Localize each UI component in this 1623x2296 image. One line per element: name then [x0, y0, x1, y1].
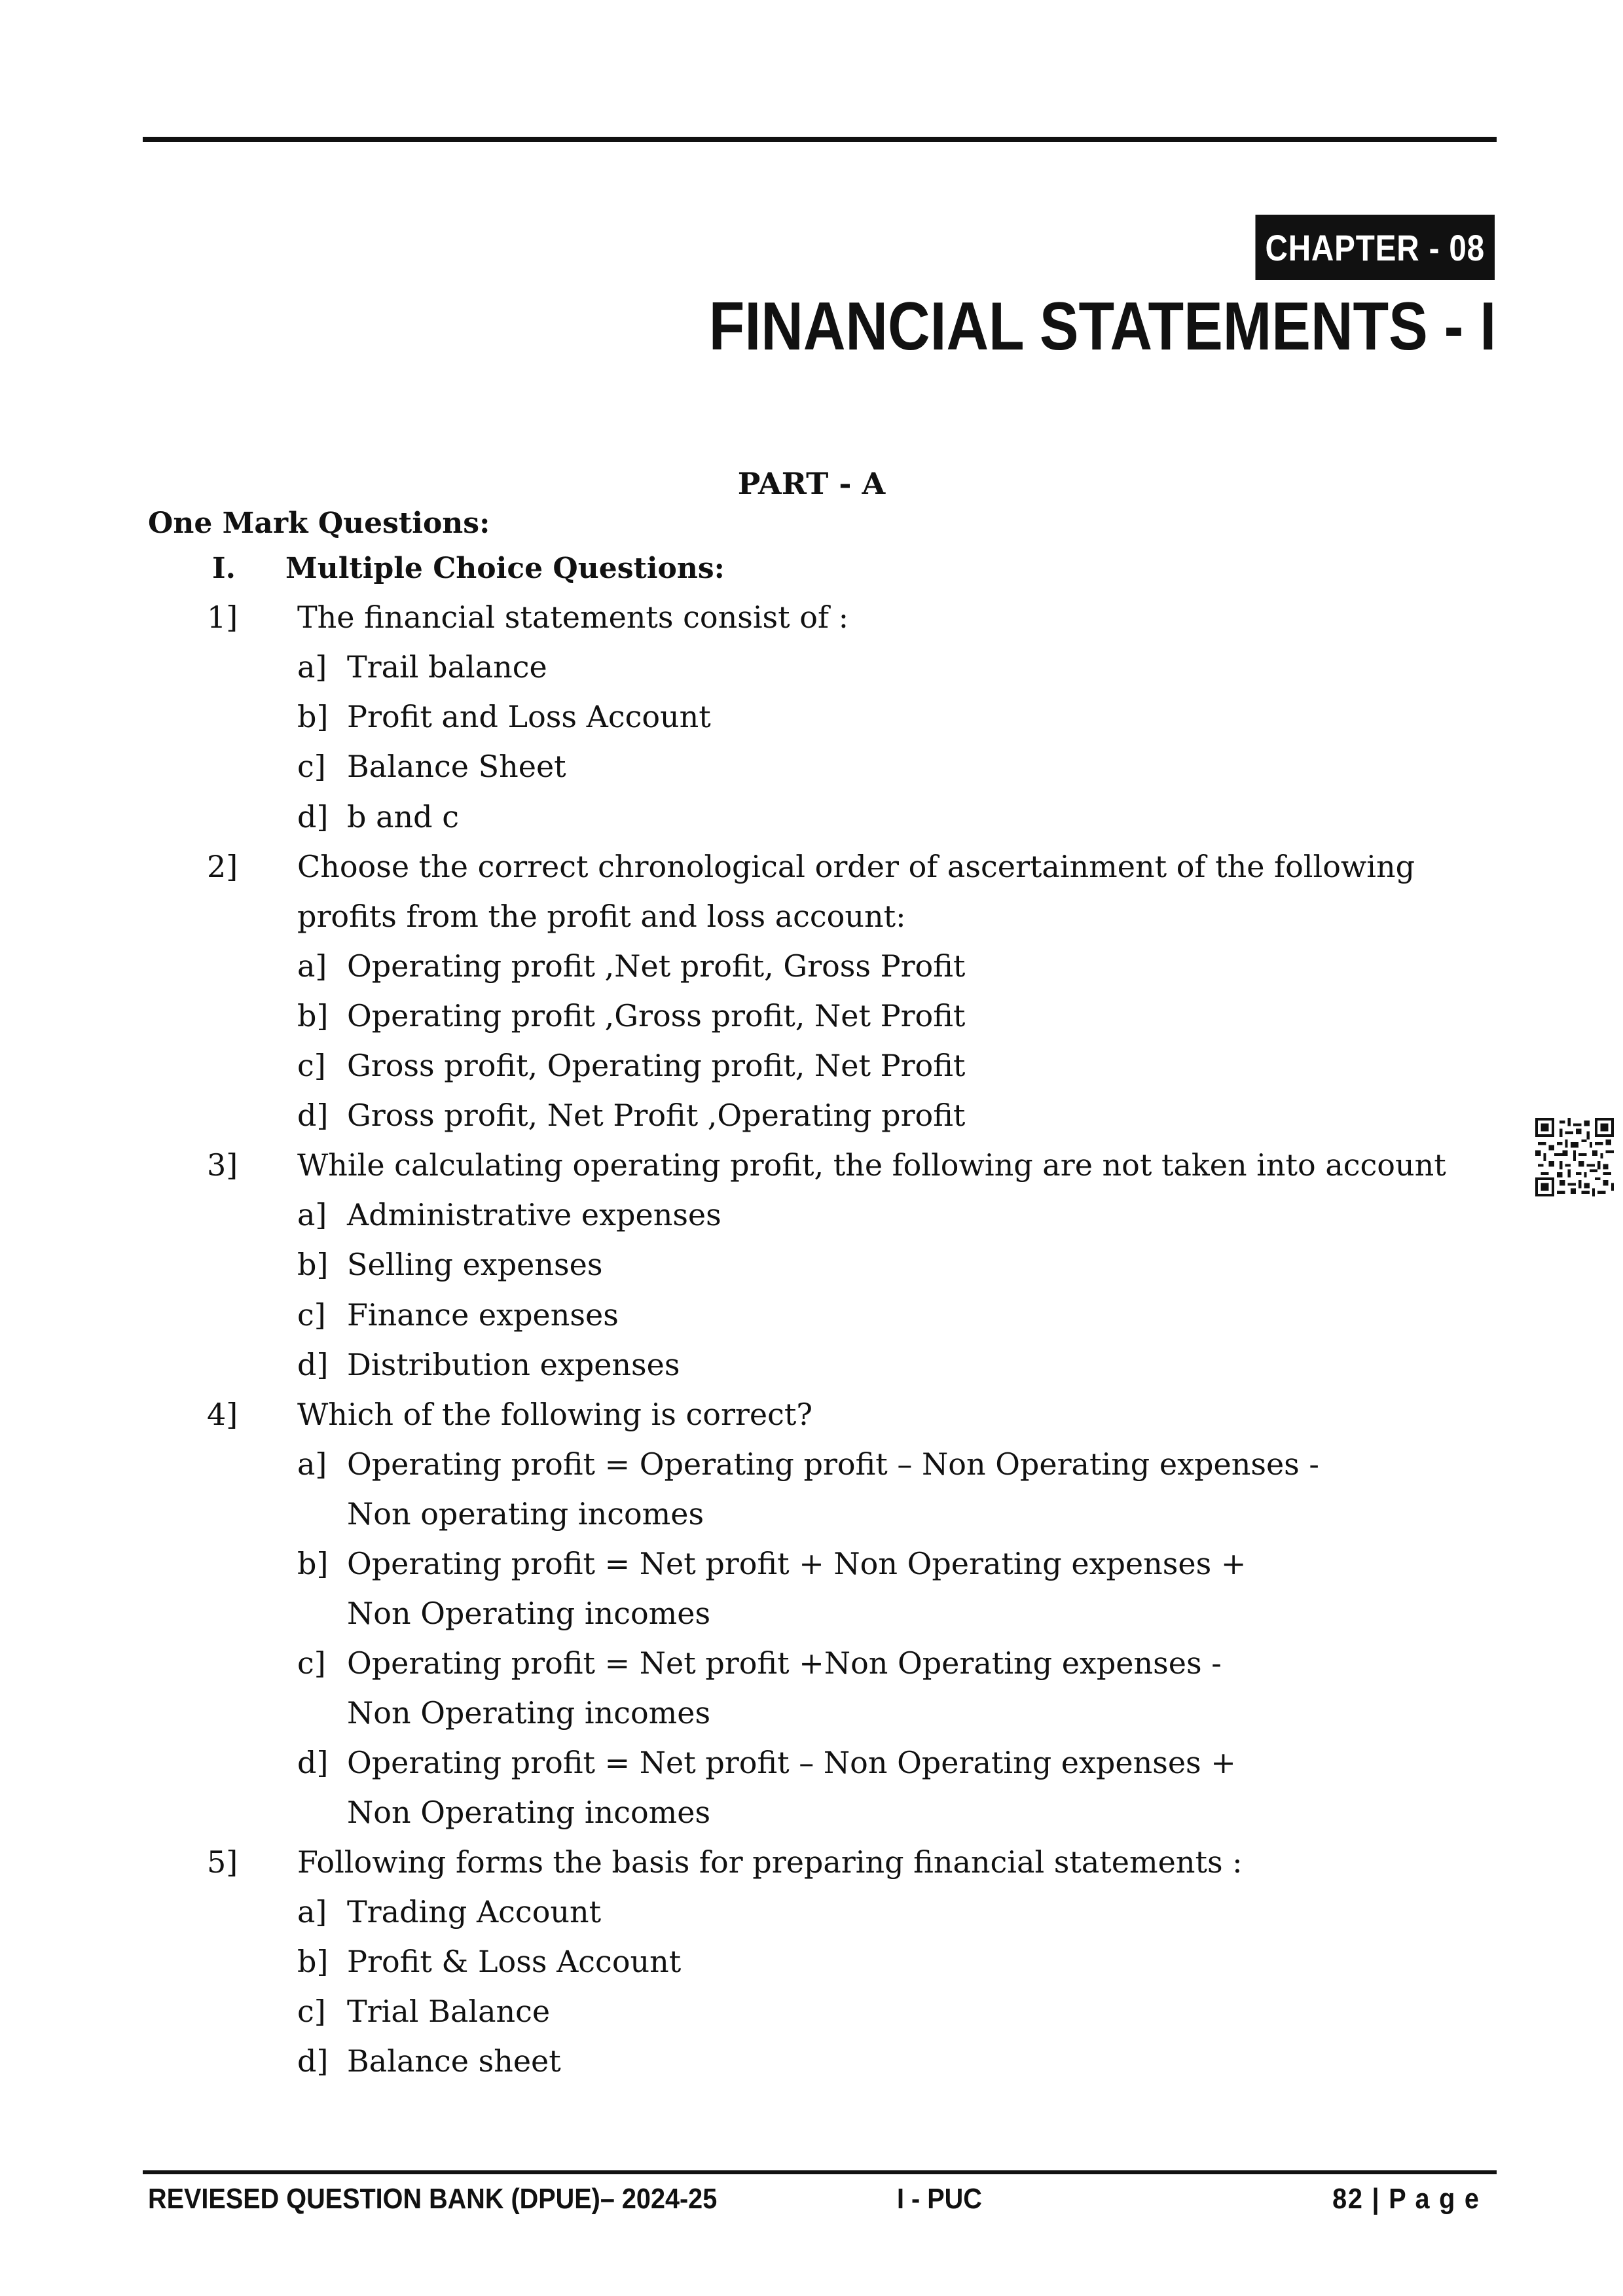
option-letter: c]: [297, 1297, 326, 1333]
question-text: Following forms the basis for preparing financial statements :: [297, 1844, 1243, 1880]
option-text: Selling expenses: [347, 1247, 603, 1282]
option-text: Non Operating incomes: [347, 1795, 711, 1830]
option-text: Profit and Loss Account: [347, 699, 711, 734]
option-text: Administrative expenses: [347, 1197, 721, 1232]
part-title: PART - A: [737, 466, 886, 501]
option-text: Operating profit = Net profit – Non Operating expenses +: [347, 1745, 1236, 1780]
option-letter: b]: [297, 998, 329, 1033]
question-text: Choose the correct chronological order of ascertainment of the following: [297, 849, 1415, 884]
option-letter: d]: [297, 1098, 329, 1133]
question-text: While calculating operating profit, the following are not taken into account: [297, 1147, 1446, 1183]
chapter-title: FINANCIAL STATEMENTS - I: [708, 289, 1496, 365]
option-letter: b]: [297, 699, 329, 734]
option-text: Trading Account: [347, 1894, 602, 1929]
option-letter: a]: [297, 1894, 327, 1929]
question-text: The financial statements consist of :: [297, 600, 849, 635]
option-text: Trial Balance: [347, 1994, 551, 2029]
page-number: 82 | P a g e: [1332, 2183, 1480, 2215]
option-text: Operating profit ,Gross profit, Net Profit: [347, 998, 966, 1033]
option-text: Finance expenses: [347, 1297, 619, 1333]
option-letter: a]: [297, 948, 327, 984]
qr-code-icon[interactable]: [1535, 1118, 1614, 1196]
subsection-label: Multiple Choice Questions:: [285, 552, 725, 585]
option-letter: a]: [297, 1197, 327, 1232]
question-number: 4]: [207, 1397, 238, 1432]
option-letter: b]: [297, 1944, 329, 1979]
footer-left-text: REVIESED QUESTION BANK (DPUE)– 2024-25: [148, 2183, 718, 2215]
option-letter: a]: [297, 649, 327, 685]
option-letter: a]: [297, 1446, 327, 1482]
option-letter: c]: [297, 1048, 326, 1083]
option-text: b and c: [347, 799, 459, 834]
question-number: 2]: [207, 849, 238, 884]
option-letter: d]: [297, 799, 329, 834]
question-number: 1]: [207, 600, 238, 635]
option-letter: b]: [297, 1247, 329, 1282]
option-letter: c]: [297, 1994, 326, 2029]
footer-center-text: I - PUC: [897, 2183, 982, 2215]
section-label: One Mark Questions:: [148, 507, 490, 540]
option-text: Operating profit = Net profit + Non Operating expenses +: [347, 1546, 1247, 1581]
option-text: Operating profit = Net profit +Non Operating expenses -: [347, 1645, 1222, 1681]
option-letter: b]: [297, 1546, 329, 1581]
option-letter: c]: [297, 749, 326, 784]
chapter-badge: CHAPTER - 08: [1256, 215, 1495, 280]
question-text: profits from the profit and loss account:: [297, 899, 906, 934]
option-text: Gross profit, Net Profit ,Operating profit: [347, 1098, 966, 1133]
question-number: 5]: [207, 1844, 238, 1880]
option-text: Operating profit = Operating profit – Non Operating expenses -: [347, 1446, 1319, 1482]
option-text: Profit & Loss Account: [347, 1944, 682, 1979]
option-text: Balance sheet: [347, 2043, 561, 2079]
option-text: Balance Sheet: [347, 749, 566, 784]
option-text: Non operating incomes: [347, 1496, 704, 1532]
option-letter: d]: [297, 1745, 329, 1780]
option-text: Non Operating incomes: [347, 1695, 711, 1731]
top-rule: [143, 137, 1497, 142]
option-text: Distribution expenses: [347, 1347, 680, 1382]
question-number: 3]: [207, 1147, 238, 1183]
option-text: Non Operating incomes: [347, 1596, 711, 1631]
subsection-number: I.: [212, 552, 236, 585]
option-letter: d]: [297, 2043, 329, 2079]
question-text: Which of the following is correct?: [297, 1397, 813, 1432]
option-text: Trail balance: [347, 649, 547, 685]
option-letter: d]: [297, 1347, 329, 1382]
footer-rule: [143, 2170, 1497, 2174]
option-text: Operating profit ,Net profit, Gross Profit: [347, 948, 966, 984]
option-letter: c]: [297, 1645, 326, 1681]
option-text: Gross profit, Operating profit, Net Profit: [347, 1048, 966, 1083]
